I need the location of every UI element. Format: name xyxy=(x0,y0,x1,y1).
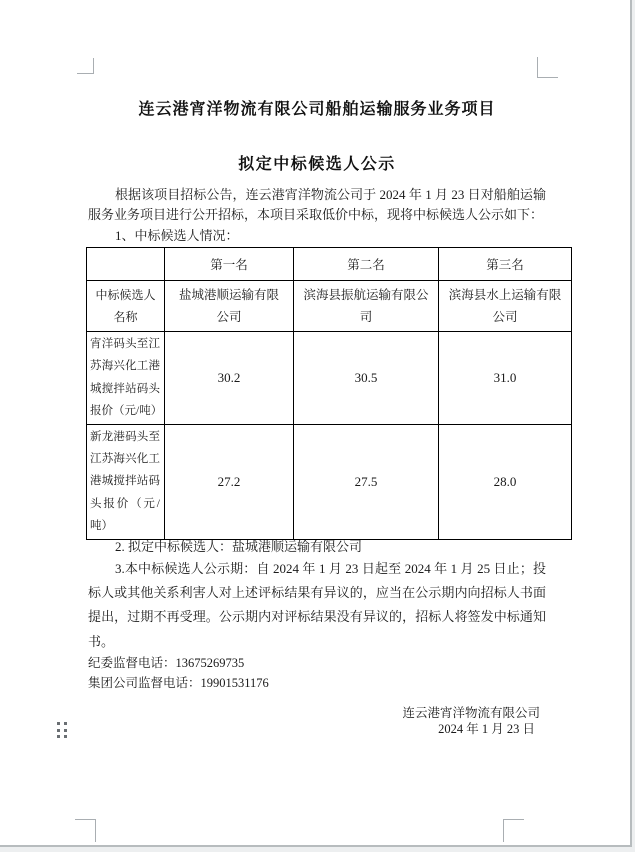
table-row-quote-xiaoyang xyxy=(87,332,572,425)
crop-mark-bottom-right-icon xyxy=(503,819,524,842)
candidate-1-name: 盐城港顺运输有限公司 xyxy=(165,281,294,332)
table-header-rank-2: 第二名 xyxy=(294,248,439,281)
crop-mark-top-right-icon xyxy=(537,57,558,78)
document-subtitle: 拟定中标候选人公示 xyxy=(238,156,396,173)
anchor-dot xyxy=(64,722,67,725)
intro-paragraph: 根据该项目招标公告，连云港宵洋物流公司于 2024 年 1 月 23 日对船舶运输服务业务项目进行公开招标，本项目采取低价中标，现将中标候选人公示如下： xyxy=(88,187,546,222)
signature-block xyxy=(88,706,540,737)
quote-xinlonggang-candidate-3: 28.0 xyxy=(439,424,572,539)
row-label-candidate-name: 中标候选人名称 xyxy=(87,281,165,332)
table-header-rank-1: 第一名 xyxy=(165,248,294,281)
candidate-2-name: 滨海县振航运输有限公司 xyxy=(294,281,439,332)
document-title: 连云港宵洋物流有限公司船舶运输服务业务项目 xyxy=(138,101,496,118)
anchor-dots-icon xyxy=(57,722,67,738)
quote-xiaoyang-candidate-3: 31.0 xyxy=(439,332,572,425)
signature-date: 2024 年 1 月 23 日 xyxy=(438,721,535,736)
quote-xiaoyang-candidate-1: 30.2 xyxy=(165,332,294,425)
anchor-dot xyxy=(57,722,60,725)
crop-mark-bottom-left-icon xyxy=(75,819,96,842)
list-item-3: 3.本中标候选人公示期：自 2024 年 1 月 23 日起至 2024 年 1 月 25 日止；投标人或其他关系利害人对上述评标结果有异议的，应当在公示期内向招标人书面提出，过期不再受理。公示期内对评标结果没有异议的，招标人将签发中标通知书。 xyxy=(88,561,546,649)
supervision-contacts xyxy=(88,654,269,693)
table-header-row xyxy=(87,248,572,281)
table-header-rank-3: 第三名 xyxy=(439,248,572,281)
list-item-1: 1、中标候选人情况： xyxy=(115,228,239,243)
table-row-candidate-names xyxy=(87,281,572,332)
anchor-dot xyxy=(57,729,60,732)
outside-bottom-strip xyxy=(0,847,632,852)
anchor-dot xyxy=(64,735,67,738)
anchor-dot xyxy=(57,735,60,738)
quote-xinlonggang-candidate-2: 27.5 xyxy=(294,424,439,539)
candidate-3-name: 滨海县水上运输有限公司 xyxy=(439,281,572,332)
quote-xiaoyang-candidate-2: 30.5 xyxy=(294,332,439,425)
signature-company: 连云港宵洋物流有限公司 xyxy=(402,706,540,720)
table-row-quote-xinlonggang xyxy=(87,424,572,539)
table-header-empty xyxy=(87,248,165,281)
candidates-table xyxy=(86,247,572,540)
row-label-quote-xiaoyang: 宵洋码头至江苏海兴化工港城搅拌站码头报价（元/吨） xyxy=(87,332,165,425)
list-item-2: 2. 拟定中标候选人：盐城港顺运输有限公司 xyxy=(115,539,363,554)
anchor-dot xyxy=(64,729,67,732)
quote-xinlonggang-candidate-1: 27.2 xyxy=(165,424,294,539)
discipline-phone-line: 纪委监督电话：13675269735 xyxy=(88,656,245,670)
crop-mark-top-left-icon xyxy=(77,58,94,74)
group-phone-line: 集团公司监督电话：19901531176 xyxy=(88,675,269,690)
row-label-quote-xinlonggang: 新龙港码头至江苏海兴化工港城搅拌站码头报价（元/吨） xyxy=(87,424,165,539)
